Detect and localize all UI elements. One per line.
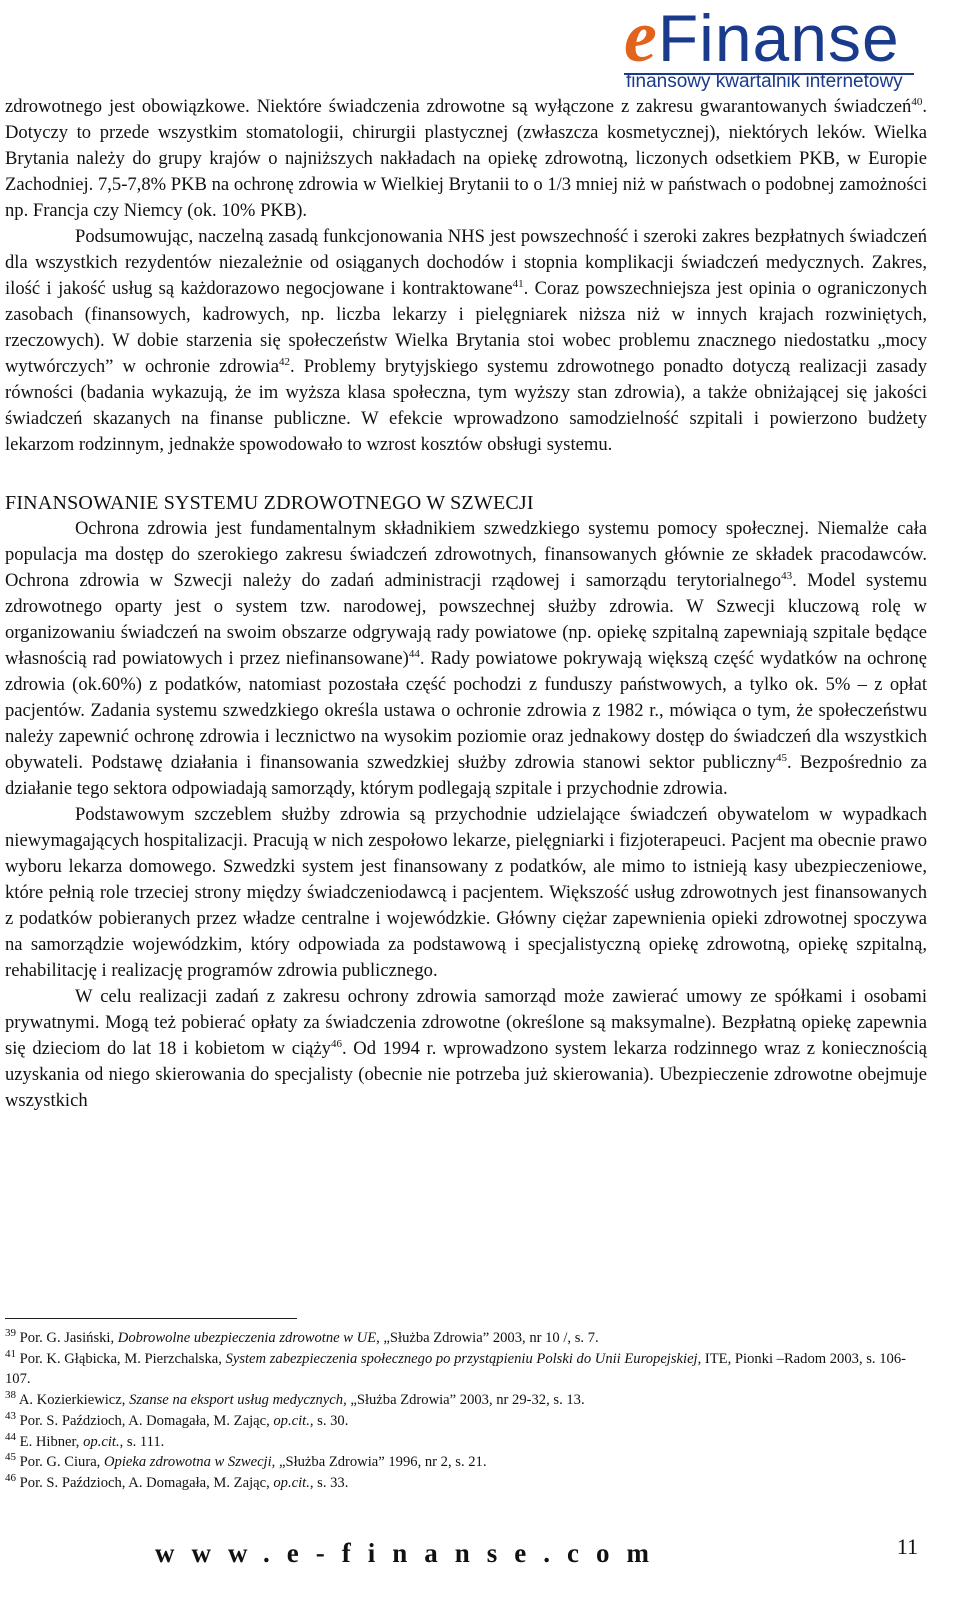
text: , s. 33. [309,1474,349,1491]
page-number: 11 [896,1534,918,1559]
footnote-ref-44[interactable]: 44 [408,647,420,660]
text: . Bezpośrednio za działanie tego sektora odpowiadają samorządy, którym podlegają szpitale i przychodnie zdrowia. [5,752,927,799]
text: , s. 111. [119,1433,165,1450]
text: zdrowotnego jest obowiązkowe. Niektóre świadczenia zdrowotne są wyłączone z zakresu gwarantowanych świadczeń [5,96,912,117]
text: . Od 1994 r. wprowadzono system lekarza rodzinnego wraz z koniecznością uzyskania od niego skierowania do specjalisty (obecnie nie potrzeba już skierowania). Ubezpieczenie zdrowotne obejmuje wszystkich [5,1038,927,1111]
text: Por. G. Jasiński, [19,1330,118,1346]
text: . Dotyczy to przede wszystkim stomatologii, chirurgii plastycznej (zwłaszcza kosmetycznej), niektórych leków. Wielka Brytania należy do grupy krajów o najniższych nakładach na opiekę zdrowotną, liczonych odsetkiem PKB, w Europie Zachodniej. 7,5-7,8% PKB na ochronę zdrowia w Wielkiej Brytanii to o 1/3 mniej niż w państwach o podobnej zamożności np. Francja czy Niemcy (ok. 10% PKB). [5,96,927,221]
text: , „Służba Zdrowia” 1996, nr 2, s. 21. [271,1454,487,1471]
text: Por. K. Głąbicka, M. Pierzchalska, [19,1350,226,1367]
text: , ITE, Pionki –Radom 2003, s. 106-107. [5,1350,906,1388]
text: Por. S. Paździoch, A. Domagała, M. Zając, [19,1474,274,1491]
paragraph-3 [5,516,927,802]
footnote-number: 41 [5,1347,16,1360]
footnote-number: 45 [5,1451,16,1464]
footnote [5,1452,927,1473]
footnote-ref-40[interactable]: 40 [911,95,923,108]
footnote-ref-43[interactable]: 43 [781,569,793,582]
footnote-number: 44 [5,1430,16,1443]
text: Podsumowując, naczelną zasadą funkcjonowania NHS jest powszechność i szeroki zakres bezpłatnych świadczeń dla wszystkich rezydentów niezależnie od osiąganych dochodów i stopnia komplikacji świadczeń medycznych. Zakres, ilość i jakość usług są każdorazowo negocjowane i kontraktowane [5,226,927,299]
text: Por. G. Ciura, [19,1454,104,1471]
footnote-separator [5,1318,297,1319]
logo-e-letter: e [624,0,658,78]
footnote [5,1328,927,1349]
article-body [5,94,927,1114]
footnote [5,1411,927,1432]
footnote-title: Dobrowolne ubezpieczenia zdrowotne w UE [117,1330,377,1346]
footnote-number: 38 [5,1389,16,1402]
text: . Rady powiatowe pokrywają większą część wydatków na ochronę zdrowia (ok.60%) z podatków, natomiast pozostała część pochodzi z funduszy państwowych, a tylko ok. 5% – z opłat pacjentów. Zadania systemu szwedzkiego określa ustawa o ochronie zdrowia z 1982 r., mówiąca o tym, że społeczeństwu należy zapewnić ochronę zdrowia i lecznictwo na wysokim poziomie oraz jednakowy dostęp do świadczeń dla wszystkich obywateli. Podstawę działania i finansowania szwedzkiej służby zdrowia stanowi sektor publiczny [5,648,927,773]
text: A. Kozierkiewicz, [18,1392,130,1409]
text: Ochrona zdrowia jest fundamentalnym składnikiem szwedzkiego systemu pomocy społecznej. Niemalże cała populacja ma dostęp do szerokiego zakresu świadczeń zdrowotnych, finansowanych głównie ze składek pracodawców. Ochrona zdrowia w Szwecji należy do zadań administracji rządowej i samorządu terytorialnego [5,518,927,591]
efinanse-logo [624,0,924,93]
text: . Coraz powszechniejsza jest opinia o ograniczonych zasobach (finansowych, kadrowych, np. liczba lekarzy i pielęgniarek niższa niż w innych krajach rozwiniętych, rzeczowych). W dobie starzenia się społeczeństw Wielka Brytania stoi wobec problemu znacznego niedostatku „mocy wytwórczych” w ochronie zdrowia [5,278,927,377]
text: , s. 30. [309,1412,349,1429]
footnote [5,1432,927,1453]
paragraph-2 [5,224,927,458]
footnotes [5,1328,927,1494]
logo-wordmark [624,0,924,78]
footnote [5,1349,927,1390]
footnote [5,1473,927,1494]
footnote-ref-41[interactable]: 41 [512,277,524,290]
footnote-title: System zabezpieczenia społecznego po przystąpieniu Polski do Unii Europejskiej [225,1350,698,1367]
text: , „Służba Zdrowia” 2003, nr 29-32, s. 13. [343,1392,585,1409]
footnote-title: op.cit. [273,1474,310,1491]
paragraph-4: Podstawowym szczeblem służby zdrowia są przychodnie udzielające świadczeń obywatelom w wypadkach niewymagających hospitalizacji. Pracują w nich zespołowo lekarze, pielęgniarki i fizjoterapeuci. Pacjent ma obecnie prawo wyboru lekarza domowego. Szwedzki system jest finansowany z podatków, ale mimo to istnieją kasy ubezpieczeniowe, które pełnią role trzeciej strony między świadczeniodawcą i pacjentem. Większość usług zdrowotnych jest finansowanych z podatków pobieranych przez władze centralne i wojewódzkie. Główny ciężar zapewnienia opieki zdrowotnej spoczywa na samorządzie wojewódzkim, który odpowiada za podstawową i specjalistyczną opiekę zdrowotną, opiekę szpitalną, rehabilitację i realizację programów zdrowia publicznego. [5,804,927,981]
footnote-number: 46 [5,1472,16,1485]
paragraph-1 [5,94,927,224]
text: . Model systemu zdrowotnego oparty jest o system tzw. narodowej, powszechnej służby zdrowia. W Szwecji kluczową rolę w organizowaniu świadczeń na swoim obszarze odgrywają rady powiatowe (np. opiekę szpitalną zapewniają szpitale będące własnością rad powiatowych i przez niefinansowane) [5,570,927,669]
text: W celu realizacji zadań z zakresu ochrony zdrowia samorząd może zawierać umowy ze spółkami i osobami prywatnymi. Mogą też pobierać opłaty za świadczenia zdrowotne (określone są maksymalne). Bezpłatną opiekę zapewnia się dzieciom do lat 18 i kobietom w ciąży [5,986,927,1059]
text: Por. S. Paździoch, A. Domagała, M. Zając, [19,1412,274,1429]
text: , „Służba Zdrowia” 2003, nr 10 /, s. 7. [376,1330,599,1346]
footnote-ref-42[interactable]: 42 [279,355,291,368]
paragraph-5 [5,984,927,1114]
footnote-title: op.cit. [273,1412,310,1429]
text: E. Hibner, [19,1433,84,1450]
footer-url[interactable]: www.e-finanse.com [155,1538,666,1568]
section-heading: FINANSOWANIE SYSTEMU ZDROWOTNEGO W SZWECJI [5,492,534,514]
footnote-ref-45[interactable]: 45 [776,751,788,764]
footnote-number: 39 [5,1327,16,1340]
footnote-title: op.cit. [83,1433,120,1450]
footnote [5,1390,927,1411]
footnote-title: Szanse na eksport usług medycznych [129,1392,344,1409]
footnote-number: 43 [5,1409,16,1422]
footnote-ref-46[interactable]: 46 [330,1037,342,1050]
text: . Problemy brytyjskiego systemu zdrowotnego ponadto dotyczą realizacji zasady równości (badania wykazują, że im wyższa klasa społeczna, tym wyższy stan zdrowia), a także obniżającej się jakości świadczeń skazanych na finanse publiczne. W efekcie wprowadzono samodzielność szpitali i powierzono budżety lekarzom rodzinnym, jednakże spowodowało to wzrost kosztów obsługi systemu. [5,356,927,455]
footnote-title: Opieka zdrowotna w Szwecji [103,1454,272,1471]
logo-subtitle: finansowy kwartalnik internetowy [626,71,903,92]
logo-main-text: Finanse [657,1,900,75]
